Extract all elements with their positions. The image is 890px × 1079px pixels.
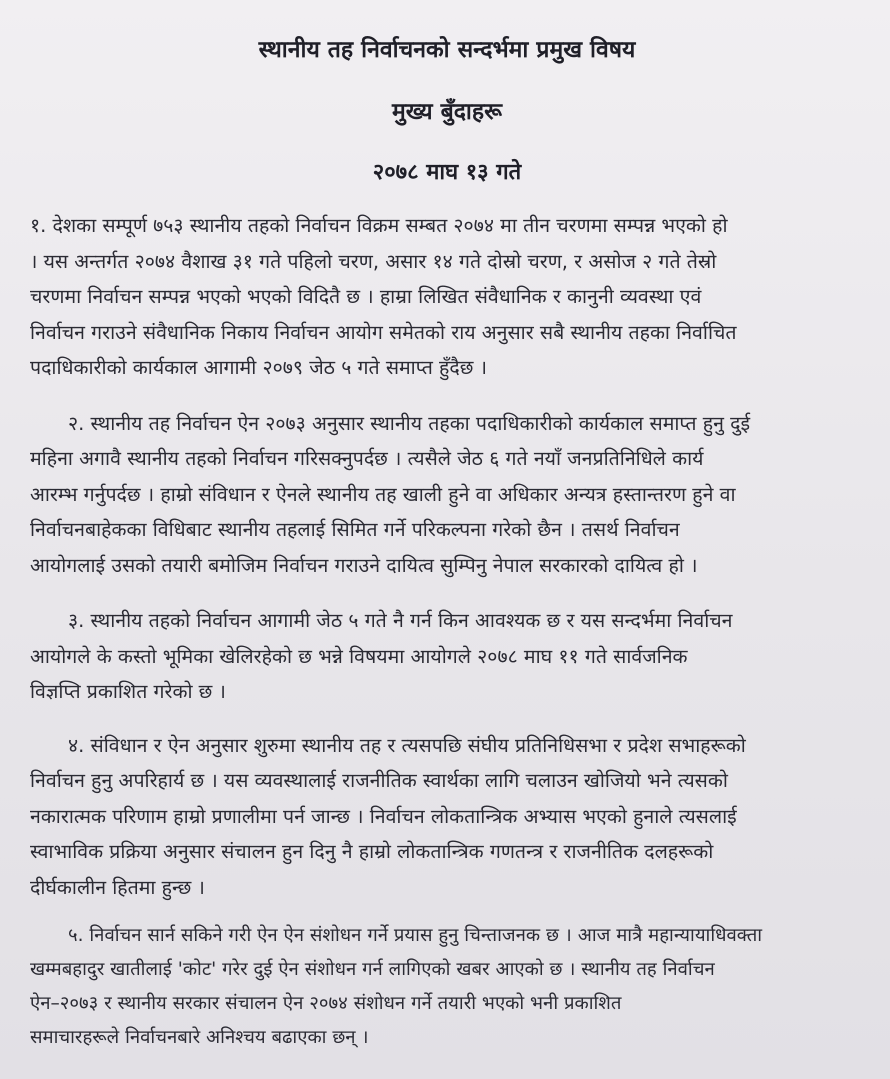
paragraph-line: निर्वाचन हुनु अपरिहार्य छ । यस व्यवस्थालाई राजनीतिक स्वार्थका लागि चलाउन खोजियो भने त्यसको [30,769,728,792]
paragraph-2 [30,406,864,584]
paragraph-line: निर्वाचन गराउने संवैधानिक निकाय निर्वाचन आयोग समेतको राय अनुसार सबै स्थानीय तहका निर्वाचित [30,320,737,344]
paragraph-line: आयोगलाई उसको तयारी बमोजिम निर्वाचन गराउने दायित्व सुम्पिनु नेपाल सरकारको दायित्व हो । [30,553,698,577]
paragraph-line: आयोगले के कस्तो भूमिका खेलिरहेको छ भन्ने विषयमा आयोगले २०७८ माघ ११ गते सार्वजनिक [30,644,688,668]
paragraph-line: । यस अन्तर्गत २०७४ वैशाख ३१ गते पहिलो चरण, असार १४ गते दोस्रो चरण, र असोज २ गते तेस्रो [30,249,717,273]
paragraph-line: महिना अगावै स्थानीय तहको निर्वाचन गरिसक्नुपर्दछ । त्यसैले जेठ ६ गते नयाँ जनप्रतिनिधिले कार्य [30,447,704,470]
paragraph-line: ऐन–२०७३ र स्थानीय सरकार संचालन ऐन २०७४ संशोधन गर्ने तयारी भएको भनी प्रकाशित [30,993,622,1014]
paragraph-line: पदाधिकारीको कार्यकाल आगामी २०७९ जेठ ५ गते समाप्त हुँदैछ । [30,356,488,379]
paragraph-line: आरम्भ गर्नुपर्दछ । हाम्रो संविधान र ऐनले स्थानीय तह खाली हुने वा अधिकार अन्यत्र हस्तान्तरण हुने वा [30,482,736,506]
paragraph-5 [30,919,864,1055]
document-date: २०७८ माघ १३ गते [372,160,522,185]
paragraph-line: समाचारहरूले निर्वाचनबारे अनिश्चय बढाएका छन् । [30,1027,369,1048]
paragraph-line: विज्ञप्ति प्रकाशित गरेको छ । [30,680,226,703]
paragraph-line: स्वाभाविक प्रक्रिया अनुसार संचालन हुन दिनु नै हाम्रो लोकतान्त्रिक गणतन्त्र र राजनीतिक दलहरूको [30,840,714,863]
paragraph-line: निर्वाचनबाहेकका विधिबाट स्थानीय तहलाई सिमित गर्ने परिकल्पना गरेको छैन । तसर्थ निर्वाचन [30,518,680,541]
paragraph-line: १. देशका सम्पूर्ण ७५३ स्थानीय तहको निर्वाचन विक्रम सम्बत २०७४ मा तीन चरणमा सम्पन्न भएको हो [30,214,728,237]
paragraph-line: ५. निर्वाचन सार्न सकिने गरी ऐन ऐन संशोधन गर्ने प्रयास हुनु चिन्ताजनक छ । आज मात्रै महान्यायाधिवक्ता [68,925,763,946]
paragraph-4 [30,728,864,906]
paragraph-line: ४. संविधान र ऐन अनुसार शुरुमा स्थानीय तह र त्यसपछि संघीय प्रतिनिधिसभा र प्रदेश सभाहरूको [68,733,746,757]
paragraph-line: २. स्थानीय तह निर्वाचन ऐन २०७३ अनुसार स्थानीय तहका पदाधिकारीको कार्यकाल समाप्त हुनु दुई [68,411,751,435]
paragraph-3 [30,603,864,710]
paragraph-line: नकारात्मक परिणाम हाम्रो प्रणालीमा पर्न जान्छ । निर्वाचन लोकतान्त्रिक अभ्यास भएको हुनाले त्यसलाई [30,804,737,828]
paragraph-line: चरणमा निर्वाचन सम्पन्न भएको भएको विदितै छ । हाम्रा लिखित संवैधानिक र कानुनी व्यवस्था एवं [30,285,702,308]
paragraph-line: ३. स्थानीय तहको निर्वाचन आगामी जेठ ५ गते नै गर्न किन आवश्यक छ र यस सन्दर्भमा निर्वाचन [68,609,733,632]
paragraph-line: दीर्घकालीन हितमा हुन्छ । [30,875,205,899]
document-title: स्थानीय तह निर्वाचनको सन्दर्भमा प्रमुख विषय [258,37,636,63]
document-subtitle: मुख्य बुँदाहरू [392,99,502,125]
paragraph-line: खम्मबहादुर खातीलाई 'कोट' गरेर दुई ऐन संशोधन गर्न लागिएको खबर आएको छ । स्थानीय तह निर्वाचन [30,959,715,980]
paragraph-1 [30,208,864,386]
